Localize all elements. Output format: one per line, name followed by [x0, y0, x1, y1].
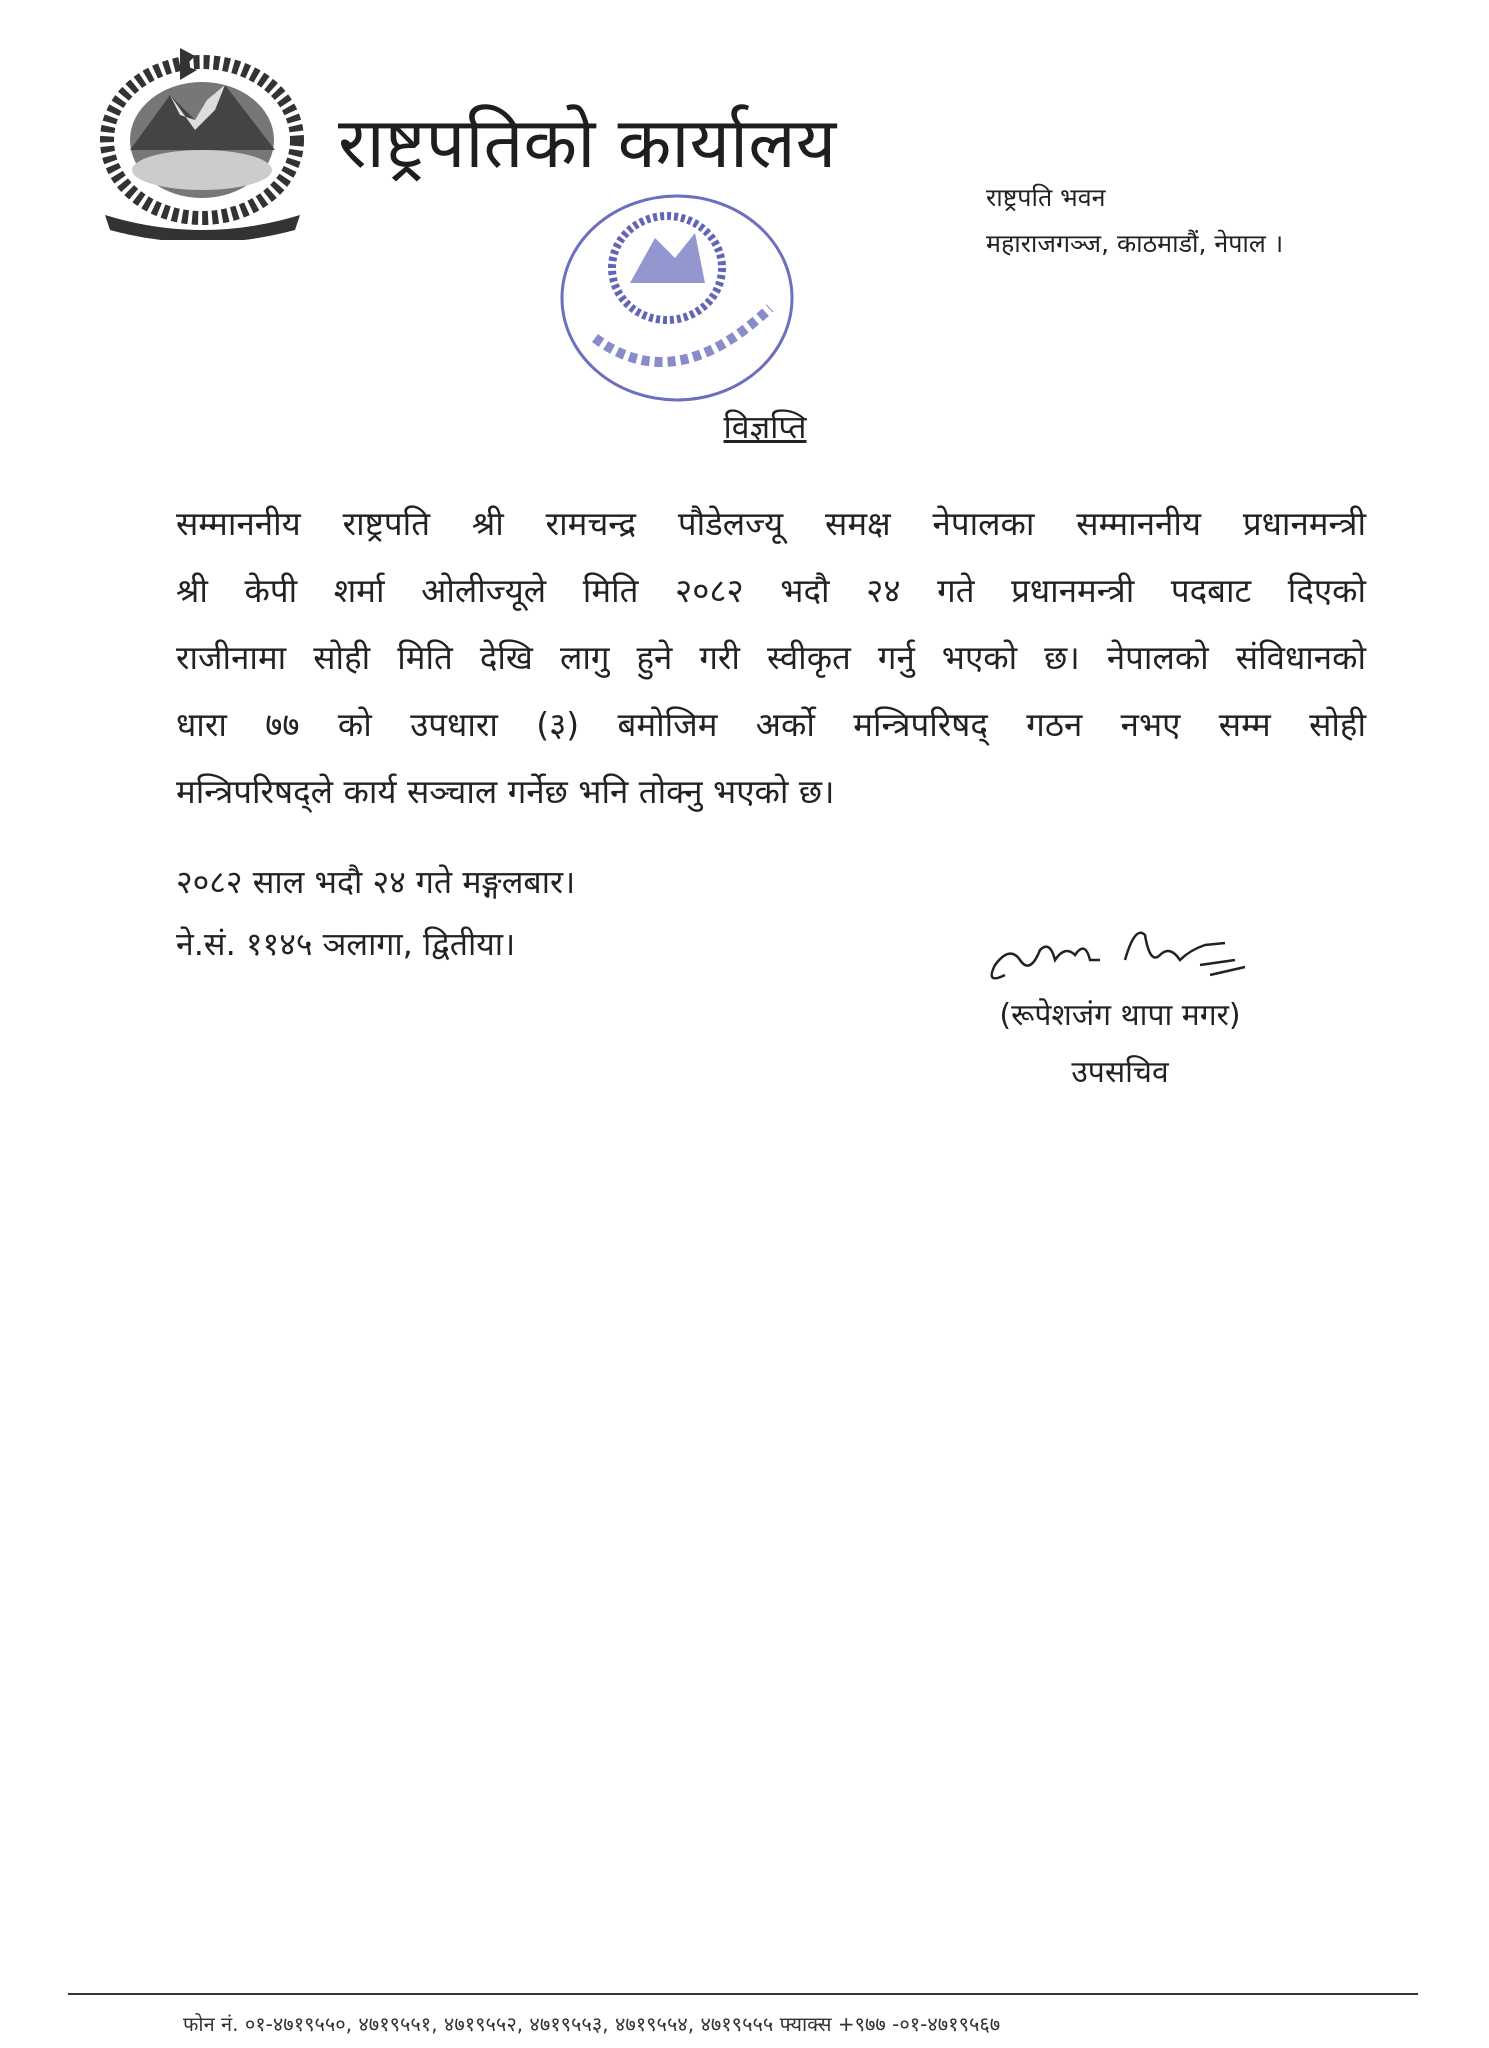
nepal-emblem-logo: [85, 40, 320, 240]
signatory-name: (रूपेशजंग थापा मगर): [999, 998, 1241, 1033]
body-line: सम्माननीय राष्ट्रपति श्री रामचन्द्र पौडेलज्यू समक्ष नेपालका सम्माननीय प्रधानमन्त्री: [176, 504, 1366, 543]
body-line: धारा ७७ को उपधारा (३) बमोजिम अर्को मन्त्रिपरिषद् गठन नभए सम्म सोही: [176, 705, 1366, 744]
notice-body: [176, 490, 1366, 825]
address-line-1: राष्ट्रपति भवन: [986, 183, 1106, 212]
date-nepal-sambat: ने.सं. ११४५ ञलागा, द्वितीया।: [176, 925, 516, 963]
footer-contact: फोन नं. ०१-४७१९५५०, ४७१९५५१, ४७१९५५२, ४७१९५५३, ४७१९५५४, ४७१९५५५ फ्याक्स +९७७ -०१-४७१९५६७: [183, 2012, 1001, 2036]
office-stamp: [555, 188, 800, 408]
office-title: राष्ट्रपतिको कार्यालय: [338, 102, 837, 184]
notice-heading: विज्ञप्ति: [723, 408, 807, 446]
body-line: मन्त्रिपरिषद्ले कार्य सञ्चाल गर्नेछ भनि तोक्नु भएको छ।: [176, 772, 835, 811]
body-line: श्री केपी शर्मा ओलीज्यूले मिति २०८२ भदौ २४ गते प्रधानमन्त्री पदबाट दिएको: [176, 571, 1366, 610]
footer-divider: [68, 1993, 1418, 1995]
signature: [975, 905, 1265, 1000]
signatory-designation: उपसचिव: [1071, 1055, 1169, 1090]
date-bs: २०८२ साल भदौ २४ गते मङ्गलबार।: [176, 863, 576, 901]
body-line: राजीनामा सोही मिति देखि लागु हुने गरी स्वीकृत गर्नु भएको छ। नेपालको संविधानको: [176, 638, 1366, 677]
address-line-2: महाराजगञ्ज, काठमाडौं, नेपाल ।: [986, 229, 1284, 258]
